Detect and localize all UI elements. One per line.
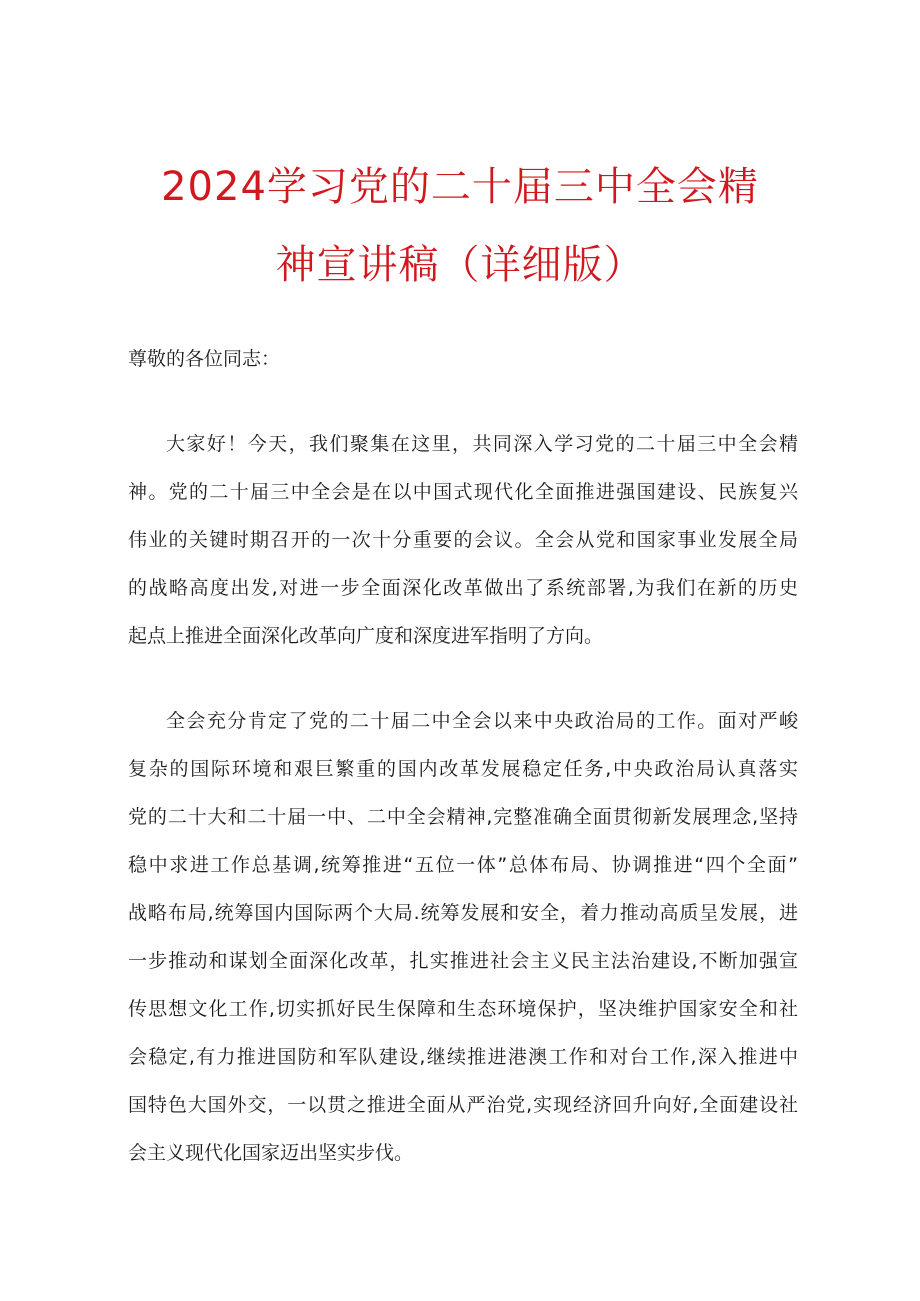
- paragraph-line: 复杂的国际环境和艰巨繁重的国内改革发展稳定任务,中央政治局认真落实: [128, 758, 798, 780]
- document-title: [110, 148, 810, 304]
- paragraph-line: 一步推动和谋划全面深化改革，扎实推进社会主义民主法治建设,不断加强宣: [128, 950, 798, 972]
- body-paragraph-1: [128, 420, 798, 660]
- paragraph-line: 大家好！今天，我们聚集在这里，共同深入学习党的二十届三中全会精: [166, 433, 798, 455]
- title-line-2: 神宣讲稿（详细版）: [275, 242, 645, 288]
- salutation: 尊敬的各位同志：: [128, 348, 281, 370]
- paragraph-line: 的战略高度出发,对进一步全面深化改革做出了系统部署,为我们在新的历史: [128, 577, 798, 599]
- paragraph-line: 党的二十大和二十届一中、二中全会精神,完整准确全面贯彻新发展理念,坚持: [128, 806, 798, 828]
- paragraph-line: 会主义现代化国家迈出坚实步伐。: [128, 1142, 414, 1164]
- paragraph-line: 起点上推进全面深化改革向广度和深度进军指明了方向。: [128, 625, 604, 647]
- paragraph-line: 国特色大国外交，一以贯之推进全面从严治党,实现经济回升向好,全面建设社: [128, 1094, 798, 1116]
- paragraph-line: 全会充分肯定了党的二十届二中全会以来中央政治局的工作。面对严峻: [166, 710, 798, 732]
- paragraph-line: 会稳定,有力推进国防和军队建设,继续推进港澳工作和对台工作,深入推进中: [128, 1046, 798, 1068]
- paragraph-line: 战略布局,统筹国内国际两个大局.统筹发展和安全，着力推动高质呈发展，进: [128, 902, 798, 924]
- title-line-1: 2024学习党的二十届三中全会精: [161, 164, 759, 210]
- body-paragraph-2: [128, 697, 798, 1177]
- paragraph-line: 传思想文化工作,切实抓好民生保障和生态环境保护，坚决维护国家安全和社: [128, 998, 798, 1020]
- paragraph-line: 神。党的二十届三中全会是在以中国式现代化全面推进强国建设、民族复兴: [128, 481, 798, 503]
- paragraph-line: 稳中求进工作总基调,统筹推进“五位一体”总体布局、协调推进“四个全面”: [128, 854, 798, 876]
- paragraph-line: 伟业的关键时期召开的一次十分重要的会议。全会从党和国家事业发展全局: [128, 529, 798, 551]
